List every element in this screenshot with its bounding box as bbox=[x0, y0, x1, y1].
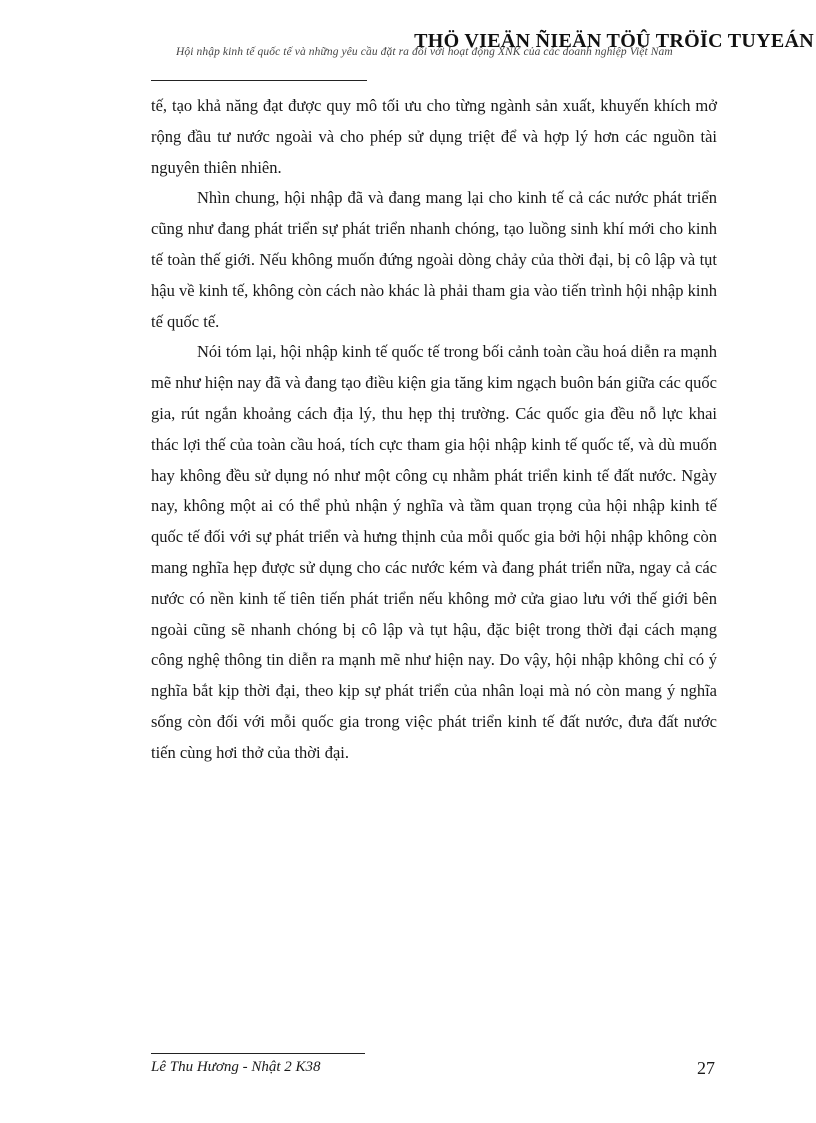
header-divider bbox=[151, 80, 367, 81]
body-text bbox=[151, 91, 717, 769]
page-number: 27 bbox=[697, 1058, 715, 1078]
footer-author: Lê Thu Hương - Nhật 2 K38 bbox=[151, 1059, 321, 1075]
paragraph-continuation: tế, tạo khả năng đạt được quy mô tối ưu cho từng ngành sản xuất, khuyến khích mở rộng đầu tư nước ngoài và cho phép sử dụng triệt để và hợp lý hơn các nguồn tài nguyên thiên nhiên. bbox=[151, 96, 717, 177]
paragraph: Nhìn chung, hội nhập đã và đang mang lại cho kinh tế cả các nước phát triển cũng như đang phát triển sự phát triển nhanh chóng, tạo luồng sinh khí mới cho kinh tế toàn thế giới. Nếu không muốn đứng ngoài dòng chảy của thời đại, bị cô lập và tụt hậu về kinh tế, không còn cách nào khác là phải tham gia vào tiến trình hội nhập kinh tế quốc tế. bbox=[151, 188, 717, 331]
footer-divider bbox=[151, 1053, 365, 1054]
library-watermark: THÖ VIEÄN ÑIEÄN TÖÛ TRÖÏC TUYEÁN bbox=[414, 30, 814, 52]
paragraph: Nói tóm lại, hội nhập kinh tế quốc tế trong bối cảnh toàn cầu hoá diễn ra mạnh mẽ như hiện nay đã và đang tạo điều kiện gia tăng kim ngạch buôn bán giữa các quốc gia, rút ngắn khoảng cách địa lý, thu hẹp thị trường. Các quốc gia đều nỗ lực khai thác lợi thế của toàn cầu hoá, tích cực tham gia hội nhập kinh tế quốc tế, và dù muốn hay không đều sử dụng nó như một công cụ nhằm phát triển kinh tế đất nước. Ngày nay, không một ai có thể phủ nhận ý nghĩa và tầm quan trọng của hội nhập kinh tế quốc tế đối với sự phát triển và hưng thịnh của mỗi quốc gia bởi hội nhập không còn mang nghĩa hẹp được sử dụng cho các nước kém và đang phát triển nữa, ngay cả các nước có nền kinh tế tiên tiến phát triển nếu không mở cửa giao lưu với thế giới bên ngoài cũng sẽ nhanh chóng bị cô lập và tụt hậu, đặc biệt trong thời đại cách mạng công nghệ thông tin diễn ra mạnh mẽ như hiện nay. Do vậy, hội nhập không chỉ có ý nghĩa bắt kịp thời đại, theo kịp sự phát triển của nhân loại mà nó còn mang ý nghĩa sống còn đối với mỗi quốc gia trong việc phát triển kinh tế đất nước, đưa đất nước tiến cùng hơi thở của thời đại. bbox=[151, 342, 717, 762]
running-header: Hội nhập kinh tế quốc tế và những yêu cầu đặt ra đối với hoạt động XNK của các doanh nghiệp Việt Nam bbox=[176, 46, 673, 58]
